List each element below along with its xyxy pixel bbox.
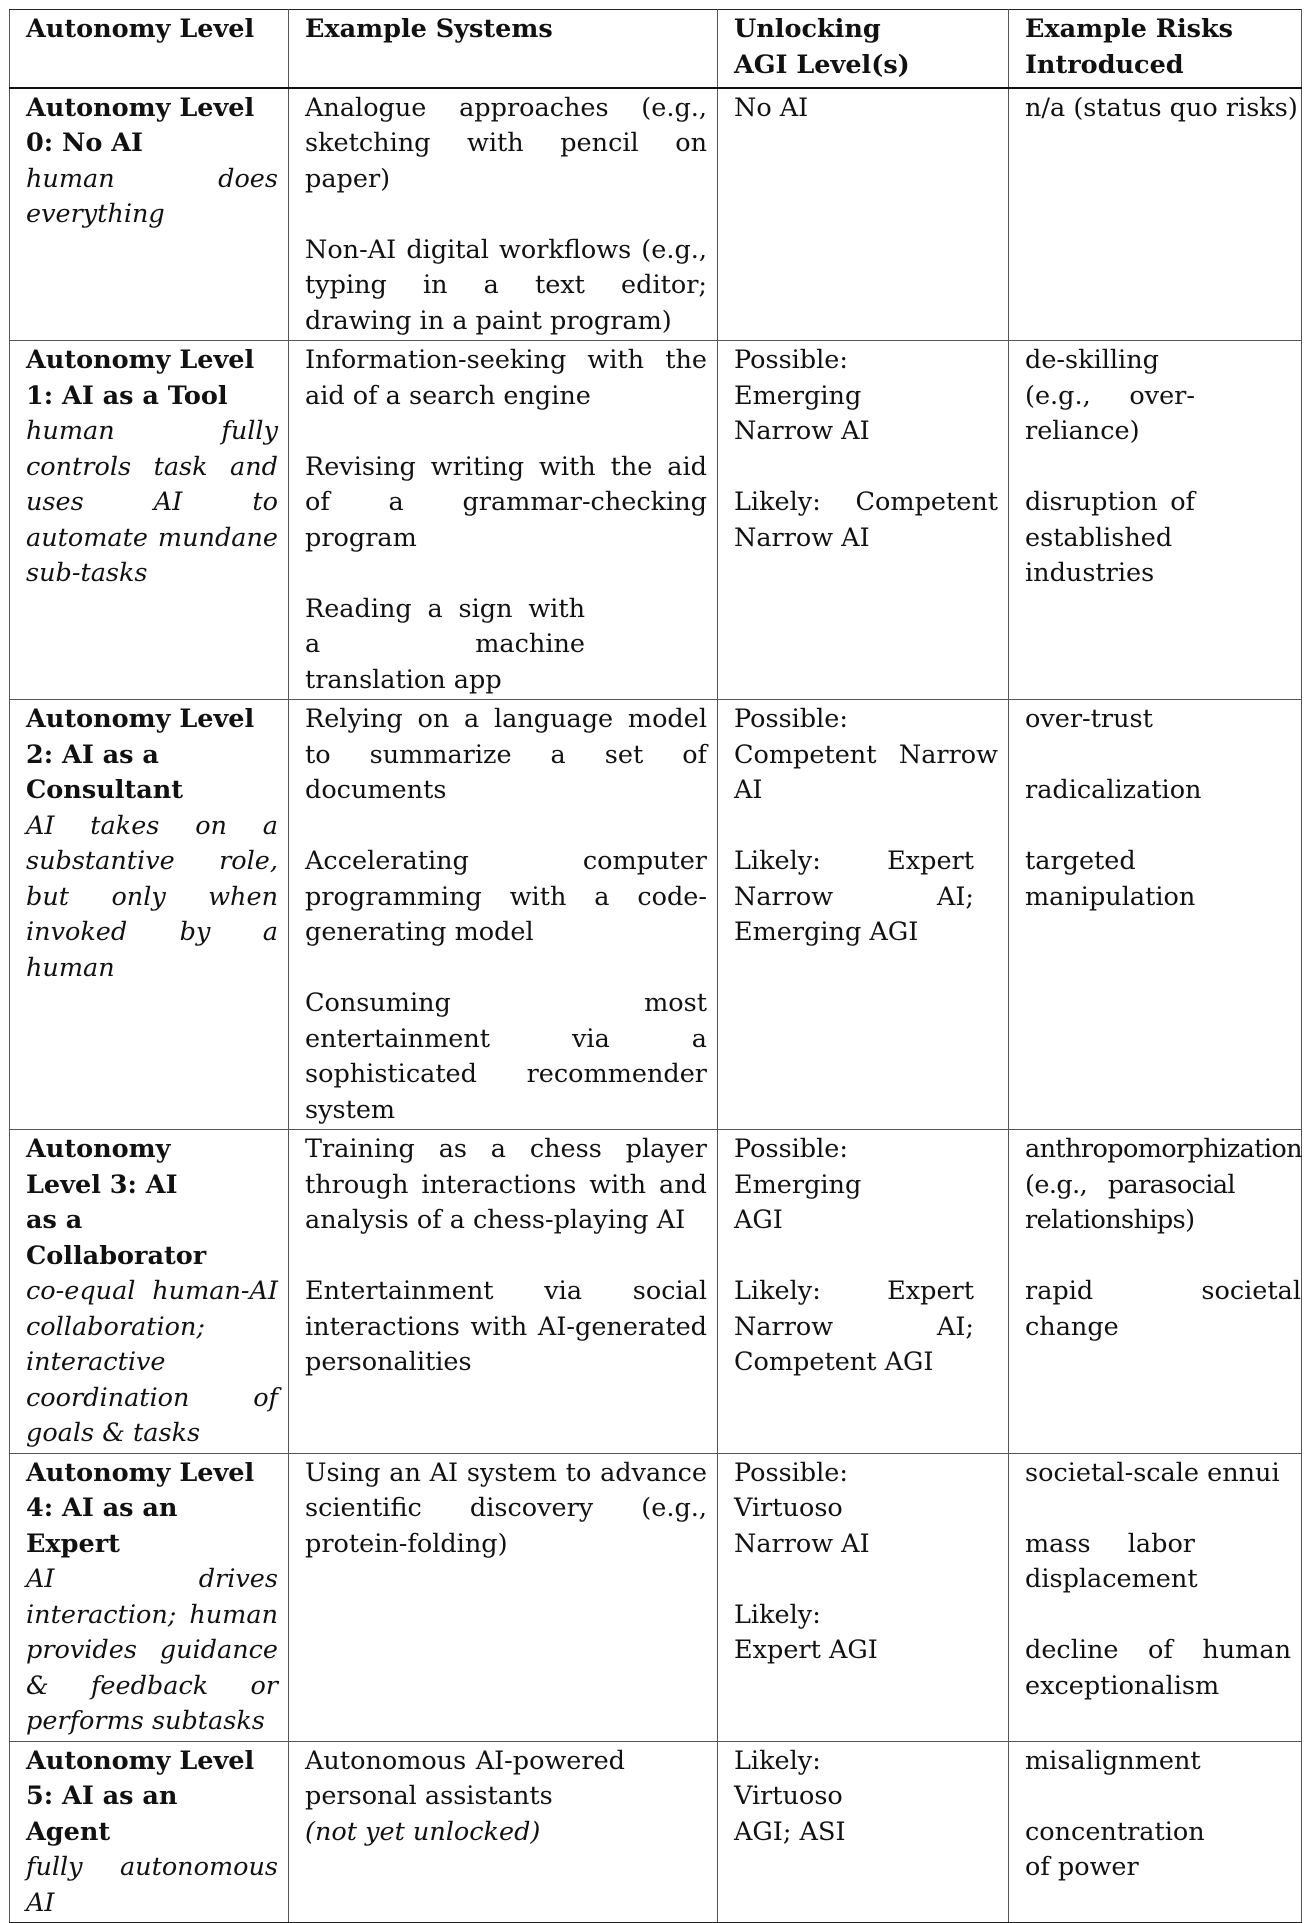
risk-item: anthropomorphization (e.g., parasocial relationships): [1025, 1134, 1302, 1235]
unlocking-agi-cell: [718, 88, 1009, 341]
example-risks-cell: [1009, 1453, 1302, 1741]
unlocking-agi-cell: [718, 700, 1009, 1130]
example-systems-cell: [289, 1453, 718, 1741]
unlocking-agi-cell: [718, 341, 1009, 700]
level-description: human fully controls task and uses AI to automate mundane sub-tasks: [26, 416, 278, 588]
example-systems-cell: [289, 1130, 718, 1454]
risk-item: de-skilling (e.g., over-reliance): [1025, 345, 1195, 446]
example-systems-cell: [289, 700, 718, 1130]
agi-level: No AI: [734, 92, 809, 123]
agi-level: Likely: Competent Narrow AI: [734, 487, 998, 553]
autonomy-levels-table: [9, 9, 1302, 1923]
autonomy-level-cell: [10, 700, 289, 1130]
autonomy-level-cell: [10, 88, 289, 341]
example-risks-cell: [1009, 341, 1302, 700]
risk-item: over-trust: [1025, 704, 1153, 734]
example-system: Revising writing with the aid of a grammar-checking program: [305, 451, 707, 553]
example-system: Consuming most entertainment via a sophisticated recommender system: [305, 988, 707, 1125]
level-description: fully autonomous AI: [26, 1852, 278, 1918]
example-system: Non-AI digital workflows (e.g., typing in a text editor; drawing in a paint program): [305, 234, 707, 336]
level-description: co-equal human-AI collaboration; interactive coordination of goals & tasks: [26, 1276, 278, 1448]
agi-level: Possible: Emerging AGI: [734, 1134, 862, 1235]
example-system: Entertainment via social interactions with AI-generated personalities: [305, 1276, 707, 1377]
level-description: human does everything: [26, 163, 278, 229]
table-row: [10, 88, 1302, 341]
agi-level: Possible: Emerging Narrow AI: [734, 345, 870, 446]
agi-level: Likely: Expert Narrow AI; Competent AGI: [734, 1276, 974, 1377]
level-title: Autonomy Level 5: AI as an Agent: [26, 1745, 255, 1847]
header-text: Unlocking: [734, 14, 881, 44]
header-text: Autonomy Level: [26, 14, 255, 44]
example-system: Using an AI system to advance scientific discovery (e.g., protein-folding): [305, 1457, 707, 1559]
example-system: Reading a sign with a machine translation app: [305, 593, 585, 695]
risk-item: disruption of established industries: [1025, 487, 1195, 588]
example-system: Autonomous AI-powered personal assistants: [305, 1745, 625, 1811]
unlocking-agi-cell: [718, 1741, 1009, 1923]
risk-item: targeted manipulation: [1025, 846, 1196, 912]
level-title: Autonomy Level 4: AI as an Expert: [26, 1457, 255, 1559]
header-example-systems: [289, 10, 718, 88]
header-text: Example Risks: [1025, 14, 1234, 44]
risk-item: societal-scale ennui: [1025, 1457, 1280, 1488]
table-row: [10, 1741, 1302, 1923]
agi-level: Possible: Competent Narrow AI: [734, 704, 998, 805]
example-system-note: (not yet unlocked): [305, 1816, 541, 1847]
example-system: Training as a chess player through interactions with and analysis of a chess-playing AI: [305, 1134, 707, 1235]
example-risks-cell: [1009, 700, 1302, 1130]
risk-item: mass labor displacement: [1025, 1528, 1198, 1594]
example-system: Accelerating computer programming with a code-generating model: [305, 846, 707, 947]
level-description: AI takes on a substantive role, but only when invoked by a human: [26, 810, 278, 983]
agi-level: Likely: Expert Narrow AI; Emerging AGI: [734, 846, 974, 947]
example-systems-cell: [289, 341, 718, 700]
risk-item: radicalization: [1025, 775, 1202, 805]
table-row: [10, 700, 1302, 1130]
risk-item: misalignment: [1025, 1745, 1201, 1776]
example-system: Information-seeking with the aid of a search engine: [305, 345, 707, 411]
header-example-risks: [1009, 10, 1302, 88]
level-description: AI drives interaction; human provides guidance & feedback or performs subtasks: [26, 1564, 278, 1736]
unlocking-agi-cell: [718, 1130, 1009, 1454]
table-row: [10, 341, 1302, 700]
table-row: [10, 1453, 1302, 1741]
header-row: [10, 10, 1302, 88]
agi-level: Possible: Virtuoso Narrow AI: [734, 1457, 870, 1559]
risk-item: n/a (status quo risks): [1025, 92, 1298, 123]
agi-level: Likely: Virtuoso AGI; ASI: [734, 1745, 846, 1847]
header-text: AGI Level(s): [734, 49, 910, 80]
header-autonomy-level: [10, 10, 289, 88]
autonomy-level-cell: [10, 1130, 289, 1454]
level-title: Autonomy Level 1: AI as a Tool: [26, 345, 255, 411]
risk-item: rapid societal change: [1025, 1276, 1301, 1342]
table-row: [10, 1130, 1302, 1454]
header-text: Example Systems: [305, 14, 553, 44]
example-systems-cell: [289, 1741, 718, 1923]
level-title: Autonomy Level 2: AI as a Consultant: [26, 704, 255, 805]
autonomy-level-cell: [10, 1453, 289, 1741]
autonomy-level-cell: [10, 341, 289, 700]
header-unlocking-agi: [718, 10, 1009, 88]
unlocking-agi-cell: [718, 1453, 1009, 1741]
risk-item: decline of human exceptionalism: [1025, 1635, 1291, 1701]
level-title: Autonomy Level 0: No AI: [26, 92, 255, 158]
example-risks-cell: [1009, 1130, 1302, 1454]
example-systems-cell: [289, 88, 718, 341]
example-system: Analogue approaches (e.g., sketching with pencil on paper): [305, 92, 707, 194]
agi-level: Likely: Expert AGI: [734, 1599, 878, 1665]
example-risks-cell: [1009, 88, 1302, 341]
autonomy-level-cell: [10, 1741, 289, 1923]
header-text: Introduced: [1025, 49, 1184, 80]
example-risks-cell: [1009, 1741, 1302, 1923]
level-title: Autonomy Level 3: AI as a Collaborator: [26, 1134, 207, 1271]
risk-item: concentration of power: [1025, 1816, 1205, 1882]
example-system: Relying on a language model to summarize a set of documents: [305, 704, 707, 805]
